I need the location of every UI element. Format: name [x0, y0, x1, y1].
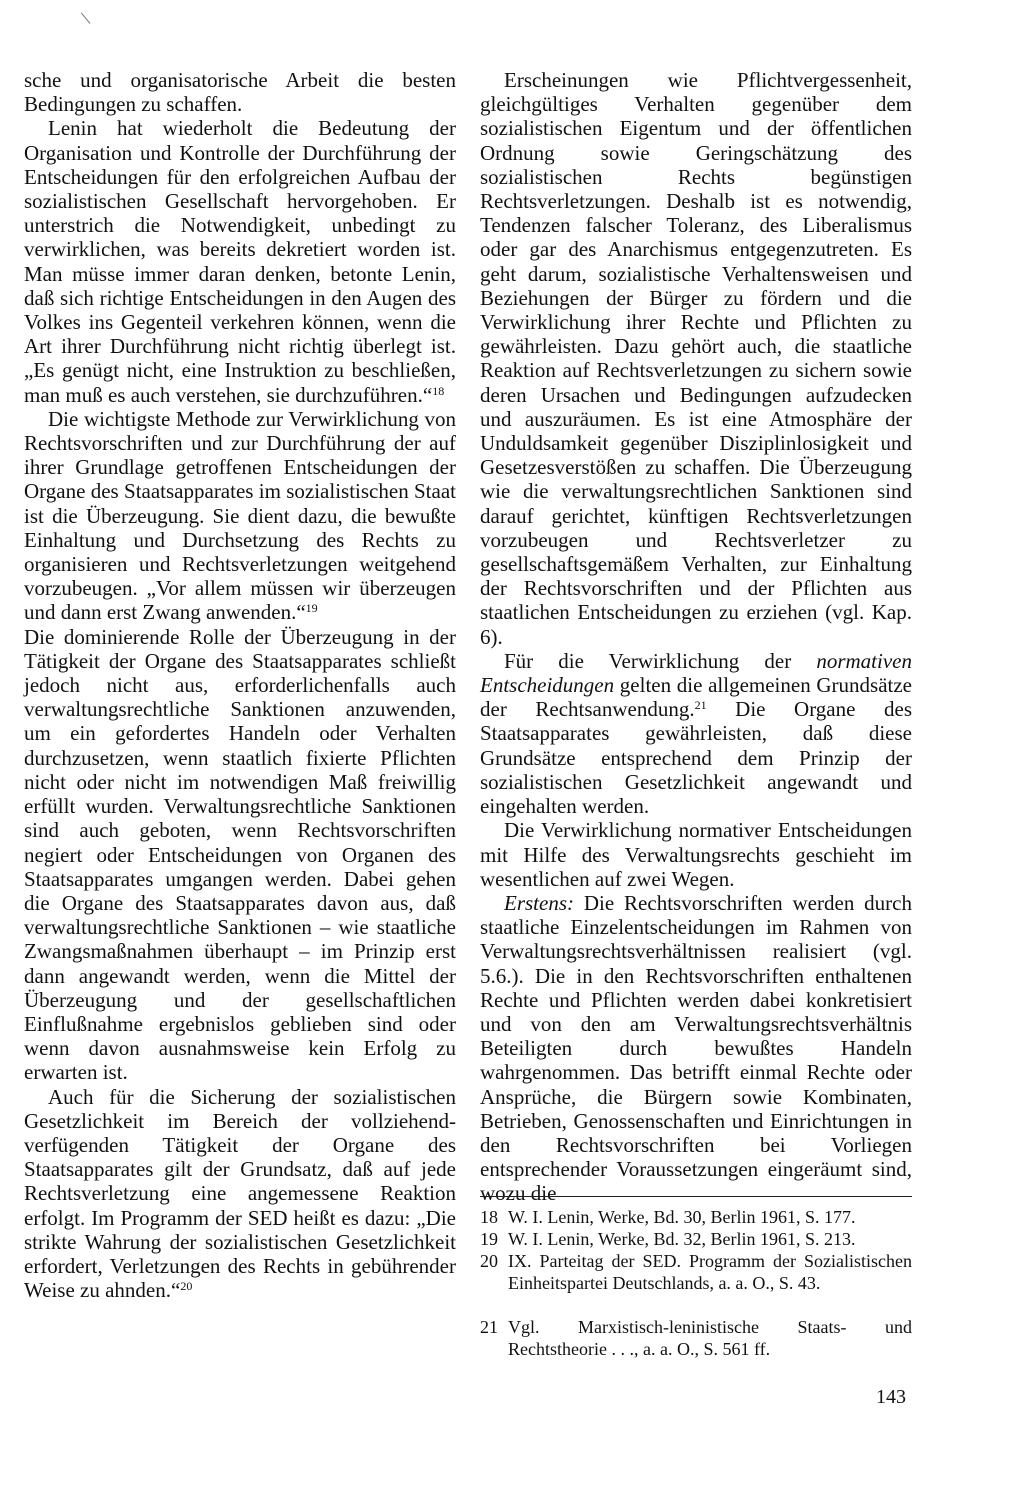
paragraph-text: sche und organisatorische Arbeit die besten Bedingungen zu schaffen. — [24, 68, 456, 117]
left-text-column — [24, 68, 456, 1302]
paragraph — [480, 818, 912, 891]
footnote — [480, 1316, 912, 1360]
paragraph-text: Auch für die Sicherung der sozialistischen Gesetzlichkeit im Bereich der vollziehend-verfügenden Tätigkeit der Organe des Staatsapparates gilt der Grundsatz, daß auf jede Rechtsverletzung eine angemessene Reaktion erfolgt. Im Programm der SED heißt es dazu: „Die strikte Wahrung der sozialistischen Gesetzlichkeit erfordert, Verletzungen des Rechts in gebührender Weise zu ahnden.“ — [24, 1084, 456, 1303]
paragraph — [24, 1085, 456, 1303]
paragraph — [480, 891, 912, 1206]
emphasis-text: normativen Entscheidungen — [480, 648, 912, 698]
footnote-number: 18 — [480, 1207, 498, 1227]
paragraph-text: Die wichtigste Methode zur Verwirklichung von Rechtsvorschriften und zur Durchführung der auf ihrer Grundlage getroffenen Entscheidungen der Organe des Staatsapparates im sozialistischen Staat ist die Überzeugung. Sie dient dazu, die bewußte Einhaltung und Durchsetzung des Rechts zu organisieren und Rechtsverletzungen weitgehend vorzubeugen. „Vor allem müssen wir überzeugen und dann erst Zwang anwenden.“ — [24, 406, 456, 625]
scan-mark — [81, 6, 98, 24]
paragraph-text: Die Verwirklichung normativer Entscheidungen mit Hilfe des Verwaltungsrechts geschieht im wesentlichen auf zwei Wegen. — [480, 818, 912, 891]
footnote-reference: 19 — [305, 601, 318, 616]
footnote-reference: 20 — [180, 1279, 193, 1294]
paragraph — [24, 407, 456, 625]
footnote — [480, 1206, 912, 1228]
paragraph-text: Für die Verwirklichung der — [504, 648, 817, 673]
paragraph-text: Die Organe des Staatsapparates gewährleisten, daß diese Grundsätze entsprechend dem Prinzip der sozialistischen Gesetzlichkeit angewandt und eingehalten werden. — [480, 697, 912, 819]
footnote-number: 21 — [480, 1317, 498, 1337]
paragraph — [24, 116, 456, 406]
paragraph — [480, 649, 912, 818]
paragraph — [24, 625, 456, 1085]
emphasis-text: Erstens: — [504, 890, 574, 915]
footnote-reference: 18 — [432, 383, 445, 398]
paragraph-text: Die Rechtsvorschriften werden durch staatliche Einzelentscheidungen im Rahmen von Verwaltungsrechtsverhältnissen realisiert (vgl. 5.6.). Die in den Rechtsvorschriften enthaltenen Rechte und Pflichten werden dabei konkretisiert und von den am Verwaltungsrechtsverhältnis Beteiligten durch bewußtes Handeln wahrgenommen. Das betrifft einmal Rechte oder Ansprüche, die Bürgern sowie Kombinaten, Betrieben, Genossenschaften und Einrichtungen in den Rechtsvorschriften bei Vorliegen entsprechender Voraussetzungen eingeräumt sind, wozu die — [480, 890, 912, 1206]
footnote — [480, 1228, 912, 1250]
page-number: 143 — [876, 1386, 906, 1408]
footnote — [480, 1250, 912, 1294]
paragraph-text: Lenin hat wiederholt die Bedeutung der Organisation und Kontrolle der Durchführung der Entscheidungen für den erfolgreichen Aufbau der sozialistischen Gesellschaft hervorgehoben. Er unterstrich die Notwendigkeit, unbedingt zu verwirklichen, was bereits dekretiert worden ist. Man müsse immer daran denken, betonte Lenin, daß sich richtige Entscheidungen in den Augen des Volkes ins Gegenteil verkehren können, wenn die Art ihrer Durchführung nicht richtig überlegt ist. „Es genügt nicht, eine Instruktion zu beschließen, man muß es auch verstehen, sie durchzuführen.“ — [24, 116, 456, 407]
footnote-text: W. I. Lenin, Werke, Bd. 30, Berlin 1961, S. 177. — [508, 1207, 856, 1227]
paragraph-text: Die dominierende Rolle der Überzeugung in der Tätigkeit der Organe des Staatsapparates schließt jedoch nicht aus, erforderlichenfalls auch verwaltungsrechtliche Sanktionen anzuwenden, um ein gefordertes Handeln oder Verhalten durchzusetzen, wenn staatlich fixierte Pflichten nicht oder nicht im notwendigen Maß freiwillig erfüllt wurden. Verwaltungsrechtliche Sanktionen sind auch geboten, wenn Rechtsvorschriften negiert oder Entscheidungen von Organen des Staatsapparates umgangen werden. Dabei gehen die Organe des Staatsapparates davon aus, daß verwaltungsrechtliche Sanktionen – wie staatliche Zwangsmaßnahmen überhaupt – im Prinzip erst dann angewandt werden, wenn die Mittel der Überzeugung und der gesellschaftlichen Einflußnahme ergebnislos geblieben sind oder wenn davon ausnahmsweise kein Erfolg zu erwarten ist. — [24, 624, 456, 1085]
footnote-text: W. I. Lenin, Werke, Bd. 32, Berlin 1961, S. 213. — [508, 1229, 856, 1249]
right-text-column — [480, 68, 912, 1206]
paragraph-text: Erscheinungen wie Pflichtvergessenheit, gleichgültiges Verhalten gegenüber dem sozialistischen Eigentum und der öffentlichen Ordnung sowie Geringschätzung des sozialistischen Rechts begünstigen Rechtsverletzungen. Deshalb ist es notwendig, Tendenzen falscher Toleranz, des Liberalismus oder gar des Anarchismus entgegenzutreten. Es geht darum, sozialistische Verhaltensweisen und Beziehungen der Bürger zu fördern und die Verwirklichung ihrer Rechte und Pflichten zu gewährleisten. Dazu gehört auch, die staatliche Reaktion auf Rechtsverletzungen zu sichern sowie deren Ursachen und Bedingungen aufzudecken und auszuräumen. Es ist eine Atmosphäre der Unduldsamkeit gegenüber Disziplinlosigkeit und Gesetzesverstößen zu schaffen. Die Überzeugung wie die verwaltungsrechtlichen Sanktionen sind darauf gerichtet, künftigen Rechtsverletzungen vorzubeugen und Rechtsverletzer zu gesellschaftsgemäßem Verhalten, zur Einhaltung der Rechtsvorschriften und der Pflichten aus staatlichen Entscheidungen zu erziehen (vgl. Kap. 6). — [480, 68, 912, 649]
footnote-text: Vgl. Marxistisch-leninistische Staats- und Rechtstheorie . . ., a. a. O., S. 561 ff. — [508, 1317, 912, 1359]
footnote-text: IX. Parteitag der SED. Programm der Sozialistischen Einheitspartei Deutschlands, a. a. O., S. 43. — [508, 1251, 912, 1293]
footnote-reference: 21 — [694, 698, 707, 713]
footnote-number: 19 — [480, 1229, 498, 1249]
paragraph — [24, 68, 456, 116]
footnote-divider — [480, 1196, 912, 1197]
paragraph — [480, 68, 912, 649]
footnote-number: 20 — [480, 1251, 498, 1271]
paragraph-text: gelten die allgemeinen Grundsätze der Rechtsanwendung. — [480, 673, 912, 722]
